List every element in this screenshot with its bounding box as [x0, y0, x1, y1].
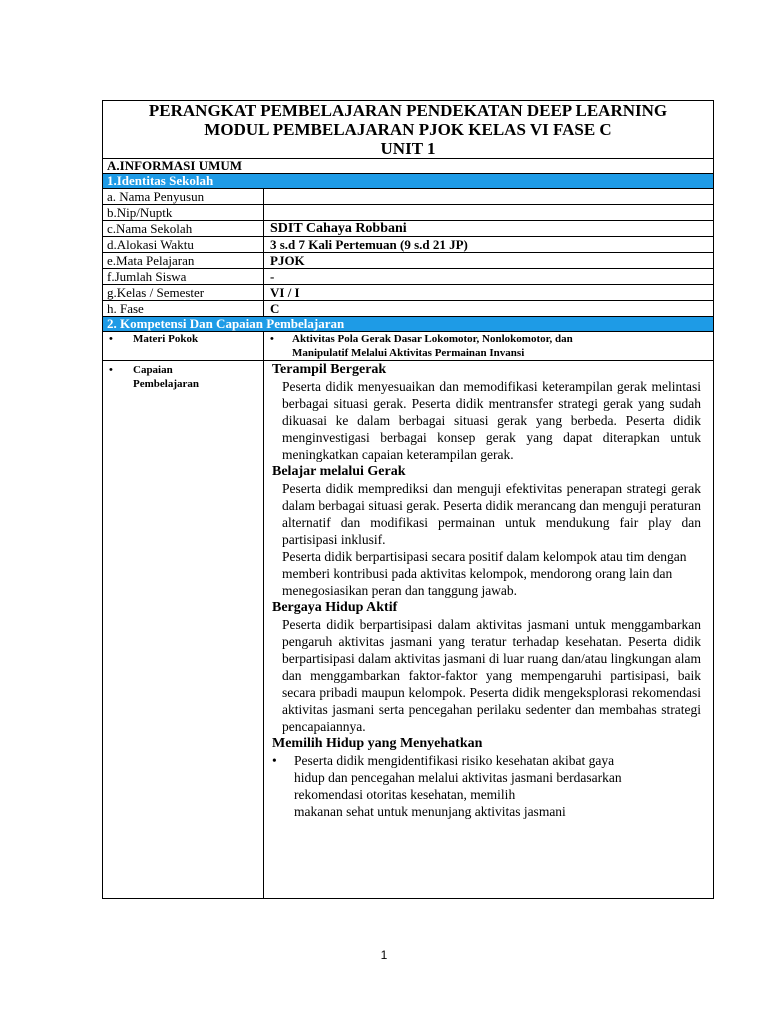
module-table — [102, 100, 714, 899]
field-label: d.Alokasi Waktu — [103, 237, 264, 253]
identitas-row — [103, 205, 714, 221]
field-label: c.Nama Sekolah — [103, 221, 264, 237]
title-line-2: MODUL PEMBELAJARAN PJOK KELAS VI FASE C — [204, 120, 612, 139]
document — [102, 100, 713, 899]
identitas-row — [103, 285, 714, 301]
heading-belajar-melalui-gerak: Belajar melalui Gerak — [272, 464, 406, 479]
capaian-label — [107, 363, 259, 391]
capaian-row — [103, 361, 714, 899]
heading-bergaya-hidup-aktif: Bergaya Hidup Aktif — [272, 600, 398, 615]
field-value — [264, 205, 714, 221]
capaian-label-1: Capaian — [133, 364, 173, 376]
field-value — [264, 189, 714, 205]
bullet-line-2: hidup dan pencegahan melalui aktivitas jasmani berdasarkan — [294, 770, 622, 785]
identitas-row — [103, 253, 714, 269]
title-line-3: UNIT 1 — [380, 139, 436, 158]
paragraph-belajar-melalui-gerak-1: Peserta didik memprediksi dan menguji efektivitas penerapan strategi gerak dalam berbagai situasi gerak. Peserta didik merancang dan menguji peraturan alternatif dan modifikasi permainan untuk mendukung fair play dan partisipasi inklusif. — [282, 481, 702, 547]
bullet-line-4: makanan sehat untuk menunjang aktivitas jasmani — [294, 804, 566, 819]
field-label: e.Mata Pelajaran — [103, 253, 264, 269]
materi-line-2: Manipulatif Melalui Aktivitas Permainan Invansi — [292, 347, 525, 359]
field-label: a. Nama Penyusun — [103, 189, 264, 205]
field-value: SDIT Cahaya Robbani — [264, 221, 714, 237]
paragraph-belajar-melalui-gerak-2: Peserta didik berpartisipasi secara positif dalam kelompok atau tim dengan memberi kontribusi pada aktivitas kelompok, mendorong orang lain dan menegosiasikan peran dan tanggung jawab. — [282, 549, 687, 598]
bullet-icon: • — [270, 333, 274, 345]
field-value: - — [264, 269, 714, 285]
page-number: 1 — [380, 948, 388, 962]
bullet-icon: • — [109, 333, 113, 345]
kompetensi-heading: 2. Kompetensi Dan Capaian Pembelajaran — [103, 317, 714, 332]
title-row — [103, 101, 714, 159]
field-label: b.Nip/Nuptk — [103, 205, 264, 221]
field-value: VI / I — [264, 285, 714, 301]
identitas-row — [103, 221, 714, 237]
heading-terampil-bergerak: Terampil Bergerak — [272, 362, 387, 377]
identitas-row — [103, 189, 714, 205]
materi-line-1: Aktivitas Pola Gerak Dasar Lokomotor, Nonlokomotor, dan — [292, 333, 573, 345]
materi-value — [268, 332, 709, 360]
field-label: h. Fase — [103, 301, 264, 317]
identitas-row — [103, 301, 714, 317]
bullet-item-sehat — [272, 752, 701, 820]
document-title — [103, 101, 714, 159]
capaian-label-2: Pembelajaran — [133, 378, 199, 390]
title-line-1: PERANGKAT PEMBELAJARAN PENDEKATAN DEEP LEARNING — [148, 101, 668, 120]
paragraph-terampil-bergerak: Peserta didik menyesuaikan dan memodifikasi keterampilan gerak melintasi berbagai situasi gerak. Peserta didik mentransfer strategi gerak yang sudah dikuasai ke dalam berbagai situasi gerak yang berbeda. Peserta didik menginvestigasi berbagai konsep gerak yang dapat diterapkan untuk meningkatkan capaian keterampilan gerak. — [282, 379, 702, 462]
paragraph-bergaya-hidup-aktif: Peserta didik berpartisipasi dalam aktivitas jasmani untuk menggambarkan pengaruh aktivitas jasmani yang teratur terhadap kesehatan. Peserta didik berpartisipasi dalam aktivitas jasmani di luar ruang dan/atau lingkungan alam dan menggambarkan faktor-faktor yang mempengaruhi partisipasi, baik secara pribadi maupun kelompok. Peserta didik mengeksplorasi rekomendasi aktivitas jasmani serta pencegahan perilaku sedenter dan membahas strategi pencapaiannya. — [282, 617, 702, 734]
section-a-heading: A.INFORMASI UMUM — [103, 159, 714, 174]
bullet-line-1: Peserta didik mengidentifikasi risiko kesehatan akibat gaya — [294, 753, 615, 768]
identitas-row — [103, 237, 714, 253]
kompetensi-header-row — [103, 317, 714, 332]
heading-memilih-hidup-sehat: Memilih Hidup yang Menyehatkan — [272, 736, 483, 751]
identitas-row — [103, 269, 714, 285]
field-value: C — [264, 301, 714, 317]
capaian-content — [264, 361, 714, 899]
bullet-icon: • — [109, 364, 113, 376]
field-label: g.Kelas / Semester — [103, 285, 264, 301]
field-value: 3 s.d 7 Kali Pertemuan (9 s.d 21 JP) — [264, 237, 714, 253]
field-value: PJOK — [264, 253, 714, 269]
field-label: f.Jumlah Siswa — [103, 269, 264, 285]
materi-row — [103, 332, 714, 361]
bullet-icon: • — [272, 753, 277, 768]
identitas-heading: 1.Identitas Sekolah — [103, 174, 714, 189]
materi-label: • Materi Pokok — [109, 333, 199, 345]
identitas-header-row — [103, 174, 714, 189]
bullet-line-3: rekomendasi otoritas kesehatan, memilih — [294, 787, 516, 802]
